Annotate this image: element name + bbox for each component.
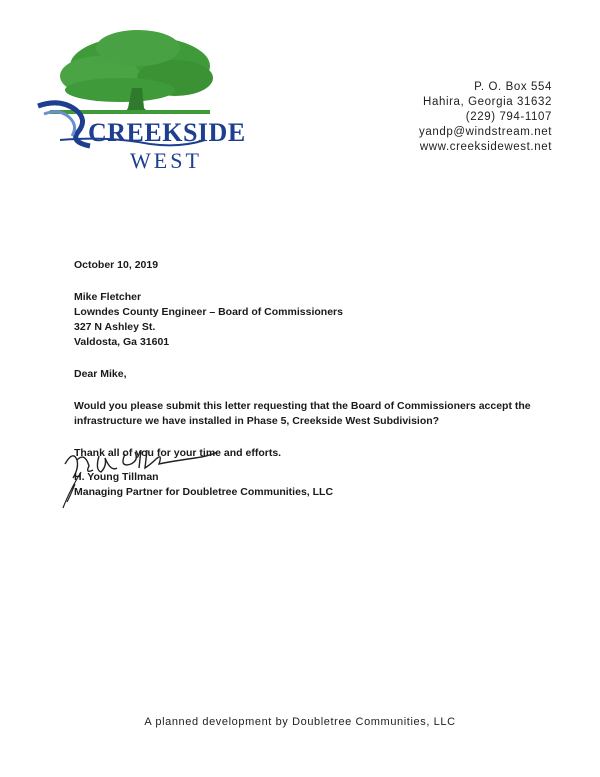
email-address: yandp@windstream.net — [419, 126, 552, 138]
phone-number: (229) 794-1107 — [465, 111, 552, 123]
city-state-zip: Hahira, Georgia 31632 — [423, 96, 552, 108]
recipient-street: 327 N Ashley St. — [74, 321, 156, 333]
website: www.creeksidewest.net — [419, 141, 552, 153]
greeting: Dear Mike, — [74, 368, 127, 380]
recipient-city: Valdosta, Ga 31601 — [74, 336, 170, 348]
letter-date: October 10, 2019 — [74, 259, 159, 271]
recipient-address — [74, 290, 554, 350]
signer-name: H. Young Tillman — [74, 471, 159, 483]
signer-block — [74, 470, 333, 500]
logo-wordmark-line1: CREEKSIDE — [88, 118, 246, 147]
company-logo — [30, 28, 246, 173]
recipient-title: Lowndes County Engineer – Board of Commissioners — [74, 306, 343, 318]
logo-wordmark-line2: WEST — [130, 148, 202, 173]
signer-title: Managing Partner for Doubletree Communities, LLC — [74, 486, 334, 498]
po-box: P. O. Box 554 — [474, 81, 552, 93]
footer-tagline: A planned development by Doubletree Communities, LLC — [144, 716, 456, 728]
recipient-name: Mike Fletcher — [74, 291, 142, 303]
request-paragraph: Would you please submit this letter requesting that the Board of Commissioners accept the infrastructure we have installed in Phase 5, Creekside West Subdivision? — [74, 400, 531, 427]
thanks-line: Thank all of you for your time and efforts. — [74, 447, 282, 459]
letter-body — [74, 258, 554, 461]
contact-block — [419, 80, 552, 155]
